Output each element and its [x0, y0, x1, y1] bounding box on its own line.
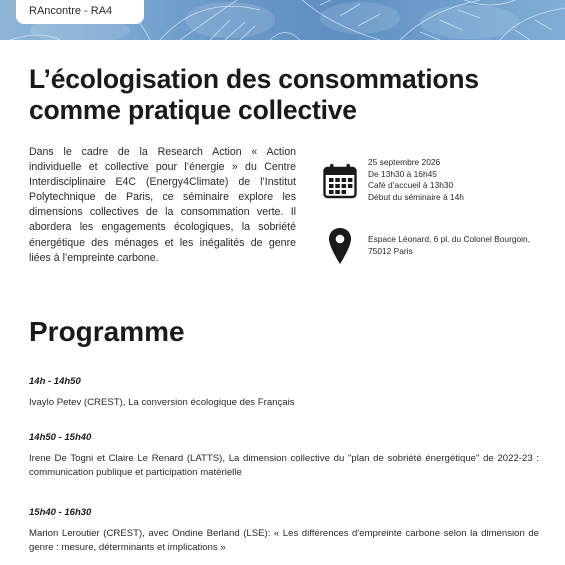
session-description: Ivaylo Petev (CREST), La conversion écologique des Français [29, 397, 295, 408]
event-date: 25 septembre 2026 [368, 157, 441, 167]
session-time: 15h40 - 16h30 [29, 507, 92, 518]
event-hours: De 13h30 à 16h45 [368, 168, 437, 179]
calendar-icon [323, 164, 357, 204]
session-description: Irene De Togni et Claire Le Renard (LATTS), La dimension collective du "plan de sobriété énergétique" de 2022-23 : communication publique et participation matérielle [29, 453, 539, 478]
session-time: 14h - 14h50 [29, 376, 81, 387]
event-start: Début du séminaire à 14h [368, 191, 464, 202]
event-tag: RAncontre - RA4 [16, 0, 144, 24]
programme-session [29, 376, 539, 410]
event-welcome: Café d’accueil à 13h30 [368, 180, 454, 191]
programme-heading: Programme [29, 316, 185, 347]
page-title: L’écologisation des consommations comme pratique collective [29, 64, 479, 125]
event-location [368, 234, 530, 257]
intro-paragraph: Dans le cadre de la Research Action « Action individuelle et collective pour l’énergie » du Centre Interdisciplinaire E4C (Energy4Climate) de l’Institut Polytechnique de Paris, ce séminaire explore les dimensions collectives de la consommation verte. Il abordera les engagements écologiques, la sobriété énergétique des ménages et les inégalités de genre liées à l’empreinte carbone. [29, 146, 296, 264]
programme-session [29, 432, 539, 480]
event-date-info [368, 157, 464, 203]
location-line2: 75012 Paris [368, 245, 413, 256]
programme-session [29, 507, 539, 555]
map-pin-icon [328, 227, 352, 270]
header-banner [0, 0, 565, 40]
session-description: Marion Leroutier (CREST), avec Ondine Berland (LSE): « Les différences d'empreinte carbone selon la dimension de genre : mesure, déterminants et implications » [29, 528, 539, 553]
location-line1: Espace Léonard, 6 pl. du Colonel Bourgoin, [368, 234, 531, 244]
session-time: 14h50 - 15h40 [29, 432, 92, 443]
